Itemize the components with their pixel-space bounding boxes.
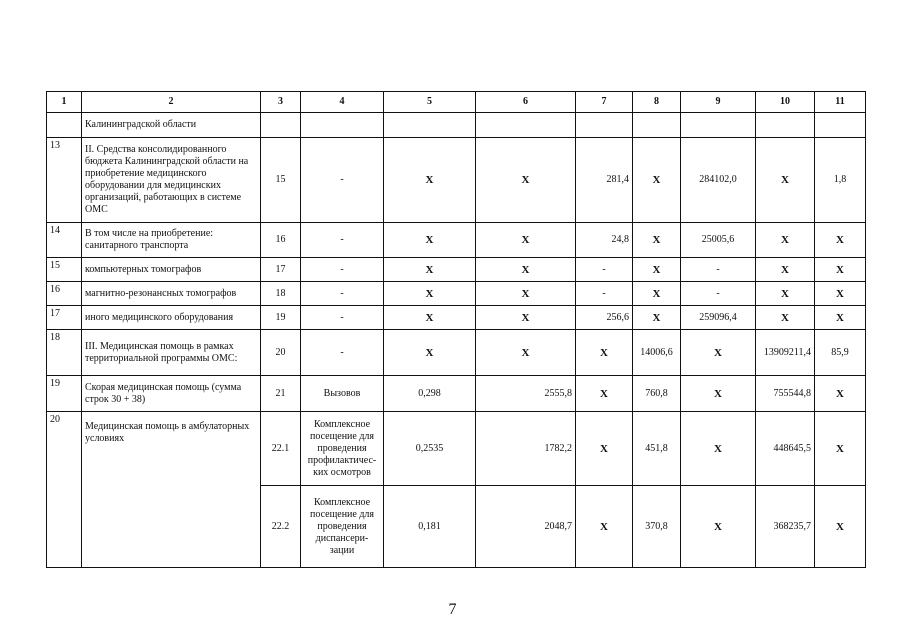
row-name-cell: иного медицинского оборудования bbox=[82, 306, 261, 330]
table-row bbox=[47, 258, 866, 282]
table-row bbox=[47, 138, 866, 223]
value-cell: 1782,2 bbox=[476, 412, 576, 486]
header-cell: 7 bbox=[576, 92, 633, 113]
value-cell: X bbox=[815, 376, 866, 412]
value-cell: X bbox=[815, 412, 866, 486]
unit-cell: Комплексное посещение для проведения профилактичес-ких осмотров bbox=[301, 412, 384, 486]
value-cell: X bbox=[476, 330, 576, 376]
value-cell: X bbox=[815, 486, 866, 568]
value-cell: 1,8 bbox=[815, 138, 866, 223]
value-cell: X bbox=[633, 282, 681, 306]
value-cell: X bbox=[756, 223, 815, 258]
value-cell: 259096,4 bbox=[681, 306, 756, 330]
value-cell: X bbox=[681, 330, 756, 376]
row-number-cell: 15 bbox=[47, 258, 82, 282]
value-cell: X bbox=[384, 306, 476, 330]
value-cell: X bbox=[576, 376, 633, 412]
value-cell: - bbox=[576, 258, 633, 282]
row-name-cell: В том числе на приобретение: санитарного транспорта bbox=[82, 223, 261, 258]
page-number: 7 bbox=[448, 601, 457, 618]
header-cell: 4 bbox=[301, 92, 384, 113]
value-cell: 25005,6 bbox=[681, 223, 756, 258]
row-code-cell: 19 bbox=[261, 306, 301, 330]
unit-cell: Комплексное посещение для проведения диспансери-зации bbox=[301, 486, 384, 568]
value-cell: 24,8 bbox=[576, 223, 633, 258]
header-cell: 8 bbox=[633, 92, 681, 113]
value-cell: 2048,7 bbox=[476, 486, 576, 568]
value-cell: X bbox=[681, 376, 756, 412]
row-number-cell: 16 bbox=[47, 282, 82, 306]
value-cell: X bbox=[384, 330, 476, 376]
value-cell: - bbox=[681, 258, 756, 282]
row-name-cell: III. Медицинская помощь в рамках территориальной программы ОМС: bbox=[82, 330, 261, 376]
value-cell: 448645,5 bbox=[756, 412, 815, 486]
value-cell: 0,298 bbox=[384, 376, 476, 412]
row-name-cell: II. Средства консолидированного бюджета Калининградской области на приобретение медицинского оборудовании для медицинских организаций, работающих в системе ОМС bbox=[82, 138, 261, 223]
value-cell: X bbox=[815, 306, 866, 330]
row-number-cell: 18 bbox=[47, 330, 82, 376]
row-number-cell: 14 bbox=[47, 223, 82, 258]
row-number-cell: 19 bbox=[47, 376, 82, 412]
value-cell: X bbox=[476, 258, 576, 282]
continuation-row bbox=[47, 113, 866, 138]
value-cell: 256,6 bbox=[576, 306, 633, 330]
value-cell: - bbox=[681, 282, 756, 306]
value-cell: X bbox=[576, 330, 633, 376]
row-number-cell: 20 bbox=[47, 412, 82, 568]
value-cell: X bbox=[384, 223, 476, 258]
value-cell: X bbox=[576, 412, 633, 486]
value-cell: X bbox=[756, 258, 815, 282]
value-cell: X bbox=[756, 306, 815, 330]
value-cell: X bbox=[756, 282, 815, 306]
value-cell: 2555,8 bbox=[476, 376, 576, 412]
row-code-cell: 20 bbox=[261, 330, 301, 376]
value-cell: X bbox=[815, 258, 866, 282]
row-name-cell: Скорая медицинская помощь (сумма строк 30 + 38) bbox=[82, 376, 261, 412]
row-name-cell: Медицинская помощь в амбулаторных условиях bbox=[82, 412, 261, 568]
value-cell: 451,8 bbox=[633, 412, 681, 486]
empty-cell bbox=[476, 113, 576, 138]
value-cell: X bbox=[815, 223, 866, 258]
header-cell: 5 bbox=[384, 92, 476, 113]
unit-cell: - bbox=[301, 330, 384, 376]
header-cell: 2 bbox=[82, 92, 261, 113]
row-number-cell bbox=[47, 113, 82, 138]
table-row bbox=[47, 412, 866, 486]
value-cell: 284102,0 bbox=[681, 138, 756, 223]
value-cell: 760,8 bbox=[633, 376, 681, 412]
value-cell: X bbox=[815, 282, 866, 306]
unit-cell: - bbox=[301, 223, 384, 258]
empty-cell bbox=[261, 113, 301, 138]
value-cell: 755544,8 bbox=[756, 376, 815, 412]
unit-cell: - bbox=[301, 138, 384, 223]
value-cell: 14006,6 bbox=[633, 330, 681, 376]
header-cell: 1 bbox=[47, 92, 82, 113]
row-code-cell: 18 bbox=[261, 282, 301, 306]
table-row bbox=[47, 223, 866, 258]
value-cell: X bbox=[476, 223, 576, 258]
value-cell: X bbox=[384, 282, 476, 306]
value-cell: X bbox=[681, 486, 756, 568]
table-row bbox=[47, 306, 866, 330]
row-code-cell: 15 bbox=[261, 138, 301, 223]
value-cell: X bbox=[633, 138, 681, 223]
value-cell: X bbox=[384, 138, 476, 223]
row-name-cell: магнитно-резонансных томографов bbox=[82, 282, 261, 306]
empty-cell bbox=[384, 113, 476, 138]
value-cell: X bbox=[633, 223, 681, 258]
header-cell: 9 bbox=[681, 92, 756, 113]
value-cell: X bbox=[384, 258, 476, 282]
value-cell: 85,9 bbox=[815, 330, 866, 376]
unit-cell: - bbox=[301, 258, 384, 282]
empty-cell bbox=[756, 113, 815, 138]
row-code-cell: 22.2 bbox=[261, 486, 301, 568]
header-cell: 11 bbox=[815, 92, 866, 113]
value-cell: 370,8 bbox=[633, 486, 681, 568]
header-cell: 3 bbox=[261, 92, 301, 113]
value-cell: X bbox=[576, 486, 633, 568]
table-row bbox=[47, 330, 866, 376]
row-code-cell: 16 bbox=[261, 223, 301, 258]
value-cell: 13909211,4 bbox=[756, 330, 815, 376]
row-code-cell: 22.1 bbox=[261, 412, 301, 486]
row-name-cell: Калининградской области bbox=[82, 113, 261, 138]
empty-cell bbox=[576, 113, 633, 138]
value-cell: 0,181 bbox=[384, 486, 476, 568]
row-number-cell: 13 bbox=[47, 138, 82, 223]
value-cell: X bbox=[756, 138, 815, 223]
empty-cell bbox=[815, 113, 866, 138]
table-row bbox=[47, 282, 866, 306]
value-cell: X bbox=[633, 306, 681, 330]
header-cell: 6 bbox=[476, 92, 576, 113]
unit-cell: Вызовов bbox=[301, 376, 384, 412]
empty-cell bbox=[681, 113, 756, 138]
empty-cell bbox=[301, 113, 384, 138]
row-name-cell: компьютерных томографов bbox=[82, 258, 261, 282]
empty-cell bbox=[633, 113, 681, 138]
value-cell: X bbox=[633, 258, 681, 282]
header-cell: 10 bbox=[756, 92, 815, 113]
header-row bbox=[47, 92, 866, 113]
value-cell: 0,2535 bbox=[384, 412, 476, 486]
table-row bbox=[47, 376, 866, 412]
unit-cell: - bbox=[301, 306, 384, 330]
row-code-cell: 17 bbox=[261, 258, 301, 282]
unit-cell: - bbox=[301, 282, 384, 306]
value-cell: X bbox=[476, 282, 576, 306]
value-cell: X bbox=[476, 306, 576, 330]
row-number-cell: 17 bbox=[47, 306, 82, 330]
value-cell: X bbox=[681, 412, 756, 486]
value-cell: X bbox=[476, 138, 576, 223]
data-table bbox=[46, 91, 866, 568]
value-cell: 368235,7 bbox=[756, 486, 815, 568]
value-cell: 281,4 bbox=[576, 138, 633, 223]
row-code-cell: 21 bbox=[261, 376, 301, 412]
value-cell: - bbox=[576, 282, 633, 306]
